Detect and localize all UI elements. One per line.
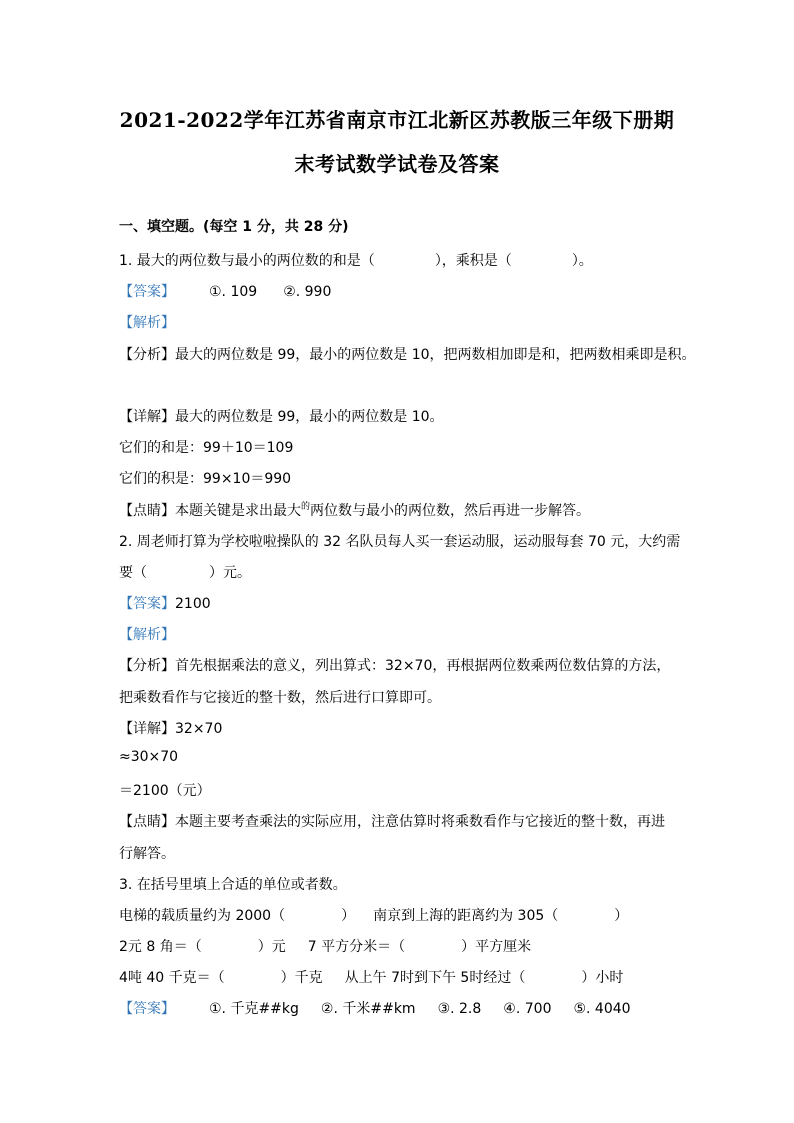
q2-analysis-1 — [119, 655, 670, 675]
q3-row2-b: ）元 — [257, 939, 286, 955]
dianjing-text: 本题主要考查乘法的实际应用，注意估算时将乘数看作与它接近的整十数，再进 — [175, 814, 665, 830]
q3-row1-d: ） — [614, 908, 629, 924]
q2-comment-1 — [119, 811, 665, 831]
answer-value: ④. 700 — [503, 1001, 552, 1017]
fenxi-text: 最大的两位数是 99，最小的两位数是 10，把两数相加即是和，把两数相乘即是积。 — [175, 347, 696, 363]
q3-row-3 — [119, 967, 623, 987]
dianjing-text-b: 两位数与最小的两位数，然后再进一步解答。 — [310, 503, 591, 519]
q2-stem-a: 要（ — [119, 565, 147, 581]
q1-stem-b: ），乘积是（ — [434, 253, 512, 269]
q2-comment-2: 行解答。 — [119, 846, 175, 862]
q3-row3-c: 从上午 7时到下午 5时经过（ — [344, 970, 526, 986]
q2-step-3: ＝2100（元） — [119, 783, 211, 799]
dianjing-sup: 的 — [301, 502, 311, 512]
dianjing-text-a: 本题关键是求出最大 — [175, 503, 301, 519]
q3-row1-b: ） — [341, 908, 356, 924]
q3-row-1 — [119, 905, 628, 925]
answer-value: ②. 990 — [283, 284, 332, 300]
q2-answer — [119, 593, 211, 613]
q2-analysis-2: 把乘数看作与它接近的整十数，然后进行口算即可。 — [119, 690, 441, 706]
q1-comment — [119, 500, 590, 520]
answer-value: 2100 — [175, 596, 211, 612]
section-heading: 一、填空题。(每空 1 分，共 28 分) — [119, 219, 349, 235]
q1-answer — [119, 281, 331, 301]
title-line-1: 2021-2022学年江苏省南京市江北新区苏教版三年级下册期 — [119, 108, 675, 132]
q3-row3-d: ）小时 — [581, 970, 624, 986]
dianjing-tag: 【点睛】 — [119, 814, 175, 830]
xiangjie-tag: 【详解】 — [119, 409, 175, 425]
q3-row2-a: 2元 8 角＝（ — [119, 939, 202, 955]
answer-tag: 【答案】 — [119, 596, 175, 612]
dianjing-tag: 【点睛】 — [119, 503, 175, 519]
xiangjie-text: 最大的两位数是 99，最小的两位数是 10。 — [175, 409, 444, 425]
q3-row3-a: 4吨 40 千克＝（ — [119, 970, 225, 986]
fenxi-tag: 【分析】 — [119, 658, 175, 674]
xiangjie-tag: 【详解】 — [119, 721, 175, 737]
q1-sum: 它们的和是：99＋10＝109 — [119, 440, 294, 456]
answer-value: ①. 千克##kg — [209, 1001, 299, 1017]
q2-step-2: ≈30×70 — [119, 749, 179, 765]
xiangjie-text: 32×70 — [175, 721, 223, 737]
answer-value: ⑤. 4040 — [573, 1001, 631, 1017]
answer-tag: 【答案】 — [119, 1001, 175, 1017]
q2-stem-line-1: 2. 周老师打算为学校啦啦操队的 32 名队员每人买一套运动服，运动服每套 70 元，大约需 — [119, 534, 681, 550]
q2-stem-line-2 — [119, 562, 251, 582]
q3-row3-b: ）千克 — [280, 970, 323, 986]
answer-value: ①. 109 — [209, 284, 258, 300]
q2-stem-b: ）元。 — [209, 565, 251, 581]
jiexi-tag: 【解析】 — [119, 627, 175, 643]
q3-row-2 — [119, 936, 531, 956]
q3-row2-c: 7 平方分米＝（ — [307, 939, 406, 955]
q3-stem: 3. 在括号里填上合适的单位或者数。 — [119, 877, 347, 893]
q3-answer — [119, 998, 631, 1018]
q3-row1-c: 南京到上海的距离约为 305（ — [373, 908, 559, 924]
fenxi-tag: 【分析】 — [119, 347, 175, 363]
q2-detail — [119, 718, 222, 738]
q1-product: 它们的积是：99×10＝990 — [119, 471, 292, 487]
answer-tag: 【答案】 — [119, 284, 175, 300]
fenxi-text: 首先根据乘法的意义，列出算式：32×70，再根据两位数乘两位数估算的方法， — [175, 658, 671, 674]
answer-value: ③. 2.8 — [437, 1001, 482, 1017]
q1-stem — [119, 250, 593, 270]
title-line-2: 末考试数学试卷及答案 — [294, 152, 500, 176]
q1-stem-c: ）。 — [571, 253, 593, 269]
jiexi-tag: 【解析】 — [119, 315, 175, 331]
q3-row1-a: 电梯的载质量约为 2000（ — [119, 908, 286, 924]
q3-row2-d: ）平方厘米 — [461, 939, 532, 955]
answer-value: ②. 千米##km — [320, 1001, 416, 1017]
q1-stem-a: 1. 最大的两位数与最小的两位数的和是（ — [119, 253, 375, 269]
q1-detail — [119, 406, 444, 426]
q1-analysis — [119, 344, 696, 364]
